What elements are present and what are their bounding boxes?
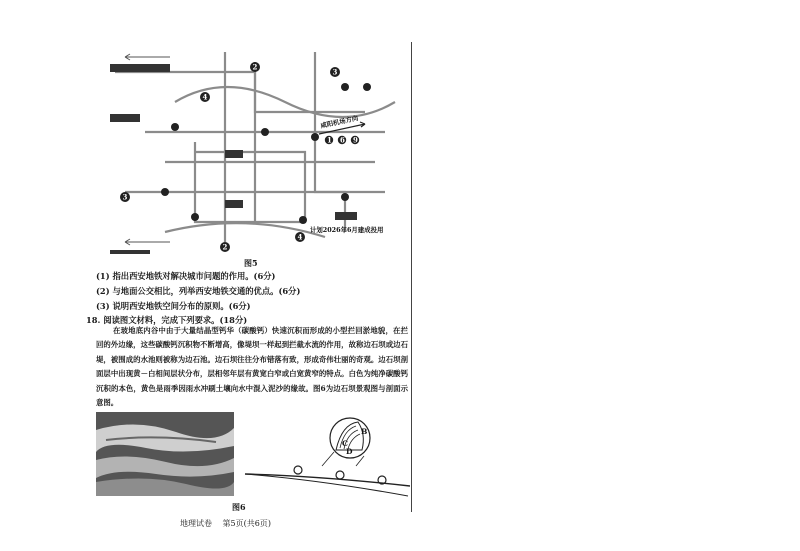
line-endpoint [161,188,169,196]
magnifier-leader [356,456,364,466]
metro-line [195,142,305,222]
line-number-label: 2 [252,62,258,72]
station-label-box [110,64,170,72]
line-number-label: 2 [222,242,228,252]
line-number-label: 3 [332,67,338,77]
line-endpoint [299,216,307,224]
rim-dam [294,466,302,474]
station-label-box [335,212,357,220]
figure5-caption: 图5 [244,258,258,268]
station-label-box [110,114,140,122]
footer-page: 第5页(共6页) [222,519,271,528]
question-18-material: 在玻地底内谷中由于大量结晶型钙华（碳酸钙）快速沉积而形成的小型拦回淤地貌，在拦回的外边缘，这些碳酸钙沉积物不断增高，像堤坝一样起到拦截水流的作用，故称边石坝或边石堤，被围成的水池则被称为边石池。边石坝往往分布错落有致，形成奇伟壮丽的奇观。边石坝剖面层中出现黄－白相间层状分布，层相邻年层有黄宽白窄或白宽黄窄的特点。白色为纯净碳酸钙沉积的本色，黄色是雨季因雨水冲刷土壤向水中混入泥沙的缘故。图6为边石坝景观图与剖面示意图。 [96,326,408,408]
footer-subject: 地理试卷 [180,519,212,528]
plan-note: 计划2026年6月建成投用 [310,226,384,234]
figure6-caption: 图6 [232,502,246,512]
direction-label: 咸阳机场方向 [319,114,359,130]
line-endpoint [341,193,349,201]
label-b: B [361,427,368,436]
station-label-box [225,200,243,208]
line-number-label: 3 [122,192,128,202]
line-endpoint [191,213,199,221]
question-18-heading: 18. 阅读图文材料，完成下列要求。(18分) [86,315,248,325]
column-divider [411,42,412,512]
label-c: C [342,439,348,448]
question-17-3: (3) 说明西安地铁空间分布的原则。(6分) [96,301,251,311]
question-17-2: (2) 与地面公交相比，列举西安地铁交通的优点。(6分) [96,286,301,296]
magnifier-leader [322,452,334,466]
page-footer [180,518,279,529]
station-label-box [225,150,243,158]
metro-map [105,42,405,254]
line-endpoint [363,83,371,91]
line-number-label: 1 [327,135,332,145]
line-number-label: 9 [353,135,358,145]
section-base [245,474,408,496]
line-number-label: 4 [202,92,208,102]
line-endpoint [341,83,349,91]
line-number-label: 4 [297,232,303,242]
line-endpoint [311,133,319,141]
question-17-1: (1) 指出西安地铁对解决城市问题的作用。(6分) [96,271,276,281]
station-label-box [110,250,150,254]
label-d: D [346,447,353,456]
rim-dam [336,471,344,479]
line-number-label: 6 [340,135,345,145]
line-endpoint [171,123,179,131]
line-endpoint [261,128,269,136]
figure6-section-diagram [240,416,410,498]
figure6-landscape-photo [96,412,234,496]
metro-line [115,72,365,112]
